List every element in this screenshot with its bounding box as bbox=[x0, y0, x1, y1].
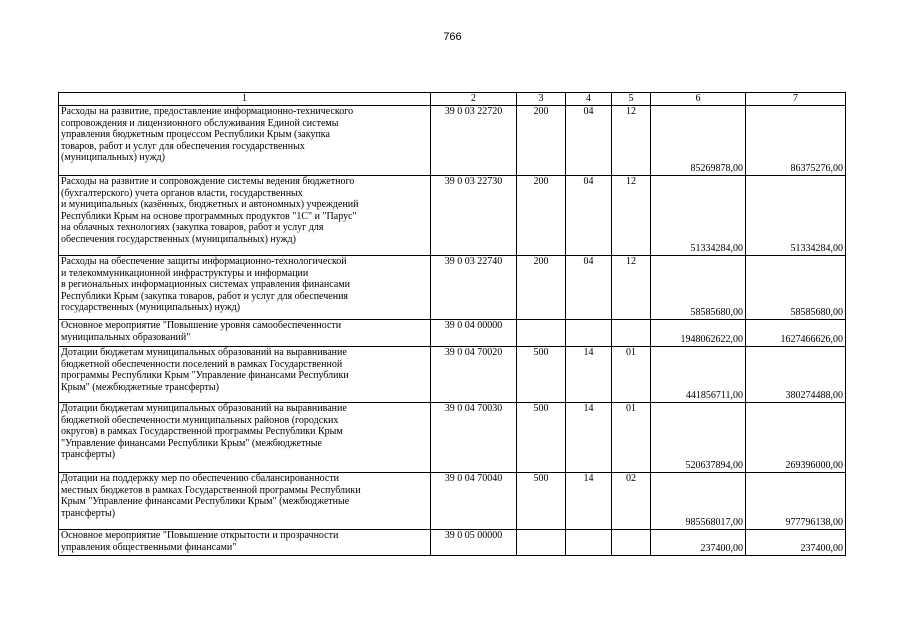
row-target-code: 39 0 05 00000 bbox=[431, 530, 517, 556]
row-amount-col6: 237400,00 bbox=[651, 530, 746, 556]
row-target-code: 39 0 03 22740 bbox=[431, 256, 517, 320]
header-col-2: 2 bbox=[431, 93, 517, 106]
row-amount-col6: 985568017,00 bbox=[651, 473, 746, 530]
table-row bbox=[59, 256, 846, 320]
row-amount-col7: 977796138,00 bbox=[746, 473, 846, 530]
row-description: Дотации бюджетам муниципальных образований на выравнивание бюджетной обеспеченности поселений в рамках Государственной программы Республики Крым "Управление финансами Республики Крым" (межбюджетные трансферты) bbox=[59, 347, 431, 403]
row-subsection: 12 bbox=[612, 256, 651, 320]
row-amount-col7: 51334284,00 bbox=[746, 176, 846, 256]
row-amount-col6: 441856711,00 bbox=[651, 347, 746, 403]
row-amount-col6: 85269878,00 bbox=[651, 106, 746, 176]
row-description: Расходы на развитие и сопровождение системы ведения бюджетного (бухгалтерского) учета органов власти, государственных и муниципальных (казённых, бюджетных и автономных) учреждений Республики Крым на основе программных продуктов "1С" и "Парус" на облачных технологиях (закупка товаров, работ и услуг для обеспечения государственных (муниципальных) нужд) bbox=[59, 176, 431, 256]
row-amount-col6: 520637894,00 bbox=[651, 403, 746, 473]
row-target-code: 39 0 03 22730 bbox=[431, 176, 517, 256]
row-target-code: 39 0 04 70020 bbox=[431, 347, 517, 403]
row-subsection: 01 bbox=[612, 403, 651, 473]
header-col-7: 7 bbox=[746, 93, 846, 106]
table-row bbox=[59, 473, 846, 530]
row-expense-type: 500 bbox=[517, 347, 566, 403]
row-target-code: 39 0 04 00000 bbox=[431, 320, 517, 347]
row-expense-type: 200 bbox=[517, 256, 566, 320]
row-expense-type: 200 bbox=[517, 176, 566, 256]
row-target-code: 39 0 03 22720 bbox=[431, 106, 517, 176]
row-expense-type: 500 bbox=[517, 403, 566, 473]
row-subsection bbox=[612, 320, 651, 347]
row-expense-type: 500 bbox=[517, 473, 566, 530]
row-amount-col7: 269396000,00 bbox=[746, 403, 846, 473]
header-col-4: 4 bbox=[566, 93, 612, 106]
row-amount-col7: 1627466626,00 bbox=[746, 320, 846, 347]
row-expense-type bbox=[517, 320, 566, 347]
row-subsection: 02 bbox=[612, 473, 651, 530]
row-description: Основное мероприятие "Повышение уровня самообеспеченности муниципальных образований" bbox=[59, 320, 431, 347]
row-target-code: 39 0 04 70040 bbox=[431, 473, 517, 530]
row-amount-col7: 58585680,00 bbox=[746, 256, 846, 320]
row-section: 04 bbox=[566, 256, 612, 320]
row-section bbox=[566, 530, 612, 556]
row-subsection: 12 bbox=[612, 176, 651, 256]
row-section bbox=[566, 320, 612, 347]
row-amount-col7: 86375276,00 bbox=[746, 106, 846, 176]
table-header-row bbox=[59, 93, 846, 106]
row-amount-col6: 51334284,00 bbox=[651, 176, 746, 256]
row-section: 04 bbox=[566, 106, 612, 176]
header-col-6: 6 bbox=[651, 93, 746, 106]
row-expense-type: 200 bbox=[517, 106, 566, 176]
row-amount-col6: 1948062622,00 bbox=[651, 320, 746, 347]
row-target-code: 39 0 04 70030 bbox=[431, 403, 517, 473]
budget-table bbox=[58, 92, 846, 556]
row-section: 14 bbox=[566, 473, 612, 530]
row-description: Дотации на поддержку мер по обеспечению сбалансированности местных бюджетов в рамках Государственной программы Республики Крым "Управление финансами Республики Крым" (межбюджетные трансферты) bbox=[59, 473, 431, 530]
row-expense-type bbox=[517, 530, 566, 556]
row-section: 04 bbox=[566, 176, 612, 256]
row-subsection: 12 bbox=[612, 106, 651, 176]
table-row bbox=[59, 106, 846, 176]
table-row bbox=[59, 403, 846, 473]
table-row bbox=[59, 320, 846, 347]
table-row bbox=[59, 347, 846, 403]
header-col-5: 5 bbox=[612, 93, 651, 106]
row-amount-col6: 58585680,00 bbox=[651, 256, 746, 320]
row-description: Дотации бюджетам муниципальных образований на выравнивание бюджетной обеспеченности муниципальных районов (городских округов) в рамках Государственной программы Республики Крым "Управление финансами Республики Крым" (межбюджетные трансферты) bbox=[59, 403, 431, 473]
row-description: Расходы на обеспечение защиты информационно-технологической и телекоммуникационной инфраструктуры и информации в региональных информационных системах управления финансами Республики Крым (закупка товаров, работ и услуг для обеспечения государственных (муниципальных) нужд) bbox=[59, 256, 431, 320]
row-subsection: 01 bbox=[612, 347, 651, 403]
row-amount-col7: 237400,00 bbox=[746, 530, 846, 556]
header-col-1: 1 bbox=[59, 93, 431, 106]
table-row bbox=[59, 176, 846, 256]
table-row bbox=[59, 530, 846, 556]
page-number: 766 bbox=[443, 31, 462, 43]
row-amount-col7: 380274488,00 bbox=[746, 347, 846, 403]
row-section: 14 bbox=[566, 347, 612, 403]
row-description: Расходы на развитие, предоставление информационно-технического сопровождения и лицензионного обслуживания Единой системы управления бюджетным процессом Республики Крым (закупка товаров, работ и услуг для обеспечения государственных (муниципальных) нужд) bbox=[59, 106, 431, 176]
row-description: Основное мероприятие "Повышение открытости и прозрачности управления общественными финансами" bbox=[59, 530, 431, 556]
row-subsection bbox=[612, 530, 651, 556]
row-section: 14 bbox=[566, 403, 612, 473]
header-col-3: 3 bbox=[517, 93, 566, 106]
